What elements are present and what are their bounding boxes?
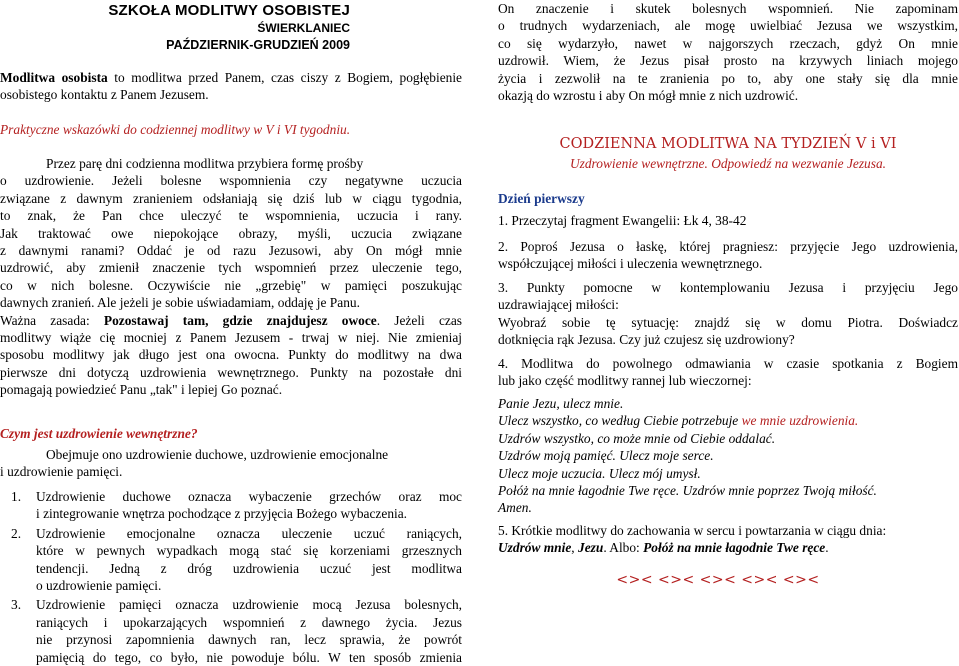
tips-line: sposobu modlitwy jak długo jest ona owocna. Punkty do modlitwy na dwa — [0, 347, 462, 363]
point-3 — [498, 279, 958, 349]
tips-line: Przez parę dni codzienna modlitwa przybiera formę prośby — [46, 156, 364, 171]
item-line: tendencji. Jedną z dróg uzdrowienia uczuć jest modlitwa — [36, 560, 462, 576]
point-line: współczującej miłości i uleczenia wewnętrznego. — [498, 256, 763, 272]
item-number: 1. — [11, 489, 22, 504]
prayer-line — [498, 412, 958, 429]
tips-line: związane z dawnym zranieniem odsłaniają się dziś lub w ciągu tygodnia, — [0, 190, 462, 206]
healing-intro-line: Obejmuje ono uzdrowienie duchowe, uzdrowienie emocjonalne — [46, 447, 389, 462]
point-line: 3. Punkty pomocne w kontemplowaniu Jezusa i przyjęciu Jego — [498, 280, 958, 295]
tips-line: dawnych zranień. Ale jeżeli je sobie uświadamiam, oddaję je Panu. — [0, 295, 360, 311]
rule-emphasis: Pozostawaj tam, gdzie znajdujesz owoce — [103, 312, 377, 328]
prayer-line: Panie Jezu, ulecz mnie. — [498, 396, 624, 411]
prayer-line: Ulecz moje uczucia. Ulecz mój umysł. — [498, 465, 701, 481]
rule-rest: . Jeżeli czas — [376, 312, 462, 328]
tips-paragraph — [0, 155, 462, 399]
prayer-line: Połóż na mnie łagodnie Twe ręce. Uzdrów mnie poprzez Twoją miłość. — [498, 483, 877, 499]
healing-item — [0, 488, 462, 523]
tips-line: pierwsze dni dotyczą uzdrowienia wewnętrznego. Punkty na pozostałe dni — [0, 364, 462, 380]
rule-label: Ważna zasada: — [0, 312, 104, 328]
point-line: 5. Krótkie modlitwy do zachowania w sercu i powtarzania w ciągu dnia: — [498, 523, 887, 538]
item-line: Uzdrowienie duchowe oznacza wybaczenie grzechów oraz moc — [36, 489, 462, 504]
continuation-paragraph — [498, 0, 958, 104]
tips-line: modlitwy wiąże cię mocniej z Panem Jezusem - trwaj w niej. Nie zmieniaj — [0, 330, 462, 346]
point-2 — [498, 238, 958, 273]
item-line: raniących i upokarzających wspomnień z dawnego życia. Jezus — [36, 614, 462, 630]
item-line: Uzdrowienie pamięci oznacza uzdrowienie mocą Jezusa bolesnych, — [36, 597, 462, 613]
intro-paragraph — [0, 69, 462, 104]
school-period: PAŹDZIERNIK-GRUDZIEŃ 2009 — [166, 38, 350, 52]
point-line: 4. Modlitwa do powolnego odmawiania w czasie spotkania z Bogiem — [498, 356, 958, 371]
item-line: pamięcią do tego, co było, nie powoduje bólu. W ten sposób zmienia — [36, 649, 462, 665]
item-line: Uzdrowienie emocjonalne oznacza uleczenie uczuć raniących, — [36, 525, 462, 541]
tips-line: to znak, że Pan chce uleczyć te wspomnienia, uczucia i rany. — [0, 208, 462, 224]
weekly-prayer-title: CODZIENNA MODLITWA NA TYDZIEŃ V i VI — [559, 136, 897, 152]
continuation-line: On znaczenie i skutek bolesnych wspomnień. Nie zapominam — [498, 1, 958, 16]
continuation-line: o trudnych wydarzeniach, ale mogę uwielbiać Jezusa we wszystkim, — [498, 18, 958, 34]
item-line: które w pewnych wypadkach mogą stać się korzeniami grzesznych — [36, 543, 462, 559]
point-line: 2. Poproś Jezusa o łaskę, której pragniesz: przyjęcie Jego uzdrowienia, — [498, 239, 958, 254]
point-line: uzdrawiającej miłości: — [498, 297, 619, 313]
item-number: 3. — [11, 597, 22, 613]
day-heading: Dzień pierwszy — [498, 191, 585, 206]
healing-item — [0, 525, 462, 595]
short-prayer-b: Jezu — [578, 540, 604, 556]
weekly-prayer-subtitle: Uzdrowienie wewnętrzne. Odpowiedź na wezwanie Jezusa. — [569, 156, 887, 171]
healing-item — [0, 596, 462, 666]
continuation-line: okazją do wzrostu i aby On mógł mnie z nich uzdrowić. — [498, 88, 799, 104]
prayer-line-part: Ulecz wszystko, co według Ciebie potrzebuje — [498, 413, 742, 429]
healing-intro — [0, 446, 462, 481]
tips-heading: Praktyczne wskazówki do codziennej modlitwy w V i VI tygodniu. — [0, 122, 351, 137]
continuation-line: uzdrowił. Wiem, że Jezus pisał prosto na krzywych liniach mojego — [498, 53, 958, 69]
point-4 — [498, 355, 958, 390]
prayer-line-highlight: we mnie uzdrowienia. — [741, 413, 859, 429]
item-number: 2. — [11, 525, 22, 541]
tips-rule-line — [0, 312, 462, 329]
tips-line: z dawnymi ranami? Oddać je od razu Jezusowi, aby On mógł mnie — [0, 243, 462, 259]
separator: , — [571, 540, 578, 556]
healing-list — [0, 488, 462, 666]
tips-line: pomagają powiedzieć Panu „tak" i lepiej Go poznać. — [0, 382, 283, 398]
intro-term: Modlitwa osobista — [0, 70, 108, 85]
tips-line: co w nich bolesne. Oczywiście nie „grzebię" w pamięci poszukując — [0, 277, 462, 293]
short-prayers — [498, 539, 958, 556]
separator: . Albo: — [603, 540, 644, 556]
tips-line: o uzdrowienie. Jeżeli bolesne wspomnienia czy negatywne uczucia — [0, 173, 462, 189]
healing-question: Czym jest uzdrowienie wewnętrzne? — [0, 426, 198, 441]
healing-intro-line: i uzdrowienie pamięci. — [0, 464, 123, 480]
point-line: Wyobraź sobie tę sytuację: znajdź się w domu Piotra. Doświadcz — [498, 314, 958, 330]
short-prayer-a: Uzdrów mnie — [498, 540, 572, 556]
tips-line: uzdrowić, aby zmienił znaczenie tych wspomnień przez uleczenie tego, — [0, 260, 462, 276]
item-line: i zintegrowanie wnętrza pochodzące z przyjęcia Bożego wybaczenia. — [36, 506, 408, 522]
short-prayer-c: Połóż na mnie łagodnie Twe ręce — [643, 540, 826, 556]
continuation-line: życia i zezwolił na te zranienia po to, aby one stały się dla mnie — [498, 70, 958, 86]
intro-text: to modlitwa przed Panem, czas ciszy z Bogiem, pogłębienie osobistego kontaktu z Panem Jezusem. — [0, 70, 463, 103]
fish-ornament: <>< <>< <>< <>< <>< — [616, 572, 820, 588]
separator: . — [825, 540, 829, 556]
point-line: lub jako część modlitwy rannej lub wieczornej: — [498, 373, 752, 389]
school-location: ŚWIERKLANIEC — [257, 21, 350, 35]
item-line: o uzdrowienie pamięci. — [36, 578, 162, 594]
school-title: SZKOŁA MODLITWY OSOBISTEJ — [108, 2, 350, 19]
point-line: dotknięcia rąk Jezusa. Czy już czujesz się uzdrowiony? — [498, 332, 795, 348]
continuation-line: co się wydarzyło, nawet w najgorszych rzeczach, gdyż On mnie — [498, 35, 958, 51]
prayer-line: Uzdrów moją pamięć. Ulecz moje serce. — [498, 448, 714, 464]
point-5 — [498, 522, 958, 557]
point-1: 1. Przeczytaj fragment Ewangelii: Łk 4, 38-42 — [498, 213, 747, 228]
prayer-line: Uzdrów wszystko, co może mnie od Ciebie oddalać. — [498, 430, 776, 446]
prayer-line: Amen. — [498, 500, 532, 516]
item-line: nie przynosi zapomnienia dawnych ran, lecz sprawia, że powrót — [36, 632, 462, 648]
tips-line: Jak traktować owe niepokojące obrazy, myśli, uczucia związane — [0, 225, 462, 241]
prayer-text — [498, 395, 958, 517]
